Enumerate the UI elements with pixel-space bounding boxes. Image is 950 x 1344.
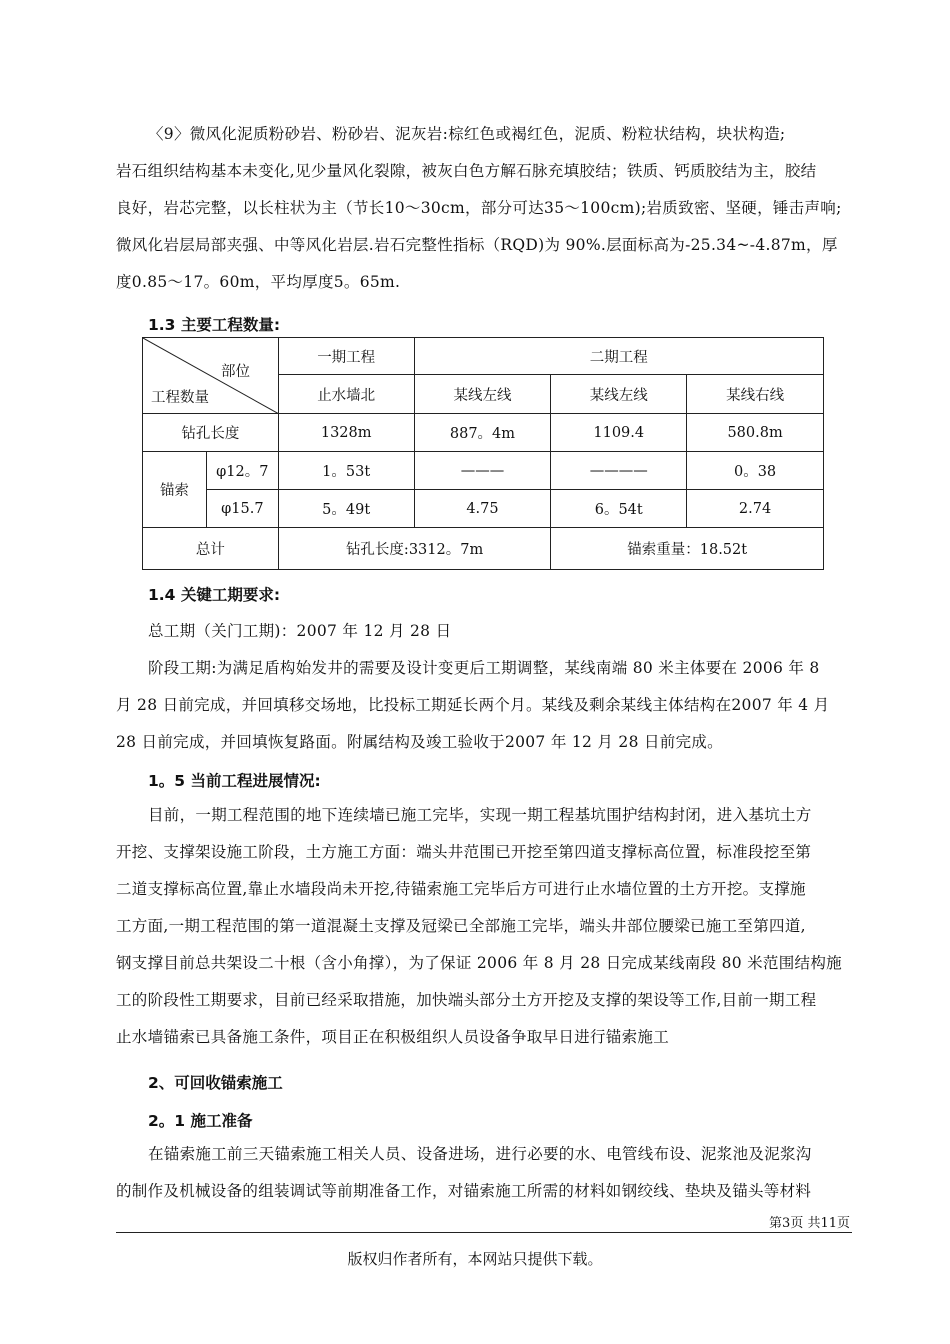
- intro-line: 度0.85～17。60m，平均厚度5。65m.: [116, 273, 401, 291]
- section-1-4-title: 1.4 关键工期要求:: [148, 586, 281, 604]
- table-cell: 887。4m: [414, 414, 551, 452]
- progress-line: 钢支撑目前总共架设二十根（含小角撑），为了保证 2006 年 8 月 28 日完成某线南段 80 米范围结构施: [116, 954, 842, 972]
- table-cell: 580.8m: [687, 414, 824, 452]
- total-drill-cell: 钻孔长度:3312。7m: [278, 528, 551, 570]
- phi-label: φ15.7: [206, 490, 278, 528]
- total-anchor-cell: 锚索重量：18.52t: [551, 528, 824, 570]
- section-2-1-title: 2。1 施工准备: [148, 1112, 253, 1130]
- prep-line: 的制作及机械设备的组装调试等前期准备工作，对锚索施工所需的材料如钢绞线、垫块及锚头等材料: [116, 1182, 812, 1200]
- section-1-5-body: [116, 797, 852, 1056]
- progress-line: 止水墙锚索已具备施工条件，项目正在积极组织人员设备争取早日进行锚索施工: [116, 1028, 670, 1046]
- quantity-table: [142, 337, 824, 570]
- table-cell: 1109.4: [551, 414, 687, 452]
- section-2-title: 2、可回收锚索施工: [148, 1074, 283, 1092]
- footer-divider: [116, 1232, 852, 1233]
- section-1-3-title: 1.3 主要工程数量:: [148, 316, 281, 334]
- col-header: 某线右线: [687, 375, 824, 414]
- anchor-row-label: 锚索: [143, 452, 207, 528]
- table-cell: 6。54t: [551, 490, 687, 528]
- stage-line: 阶段工期:为满足盾构始发井的需要及设计变更后工期调整，某线南端 80 米主体要在 2006 年 8: [148, 659, 820, 677]
- progress-line: 工的阶段性工期要求，目前已经采取措施，加快端头部分土方开挖及支撑的架设等工作,目前一期工程: [116, 991, 817, 1009]
- total-row-label: 总计: [143, 528, 279, 570]
- table-cell: 5。49t: [278, 490, 414, 528]
- col-header: 止水墙北: [278, 375, 414, 414]
- table-cell: ———: [414, 452, 551, 490]
- intro-line: 岩石组织结构基本未变化,见少量风化裂隙，被灰白色方解石脉充填胶结；铁质、钙质胶结为主，胶结: [116, 162, 817, 180]
- phi-label: φ12。7: [206, 452, 278, 490]
- col-header: 某线左线: [414, 375, 551, 414]
- total-duration-line: 总工期（关门工期)：2007 年 12 月 28 日: [148, 622, 452, 640]
- phase1-header: 一期工程: [278, 338, 414, 375]
- table-corner-cell: [143, 338, 279, 414]
- section-1-5-title: 1。5 当前工程进展情况:: [148, 772, 321, 790]
- intro-line: 良好，岩芯完整，以长柱状为主（节长10～30cm，部分可达35～100cm);岩质致密、坚硬，锤击声响;: [116, 199, 842, 217]
- copyright-footer: 版权归作者所有，本网站只提供下载。: [347, 1250, 603, 1268]
- table-cell: ————: [551, 452, 687, 490]
- intro-line: 〈9〉微风化泥质粉砂岩、粉砂岩、泥灰岩:棕红色或褐红色，泥质、粉粒状结构，块状构造;: [148, 125, 786, 143]
- stage-line: 月 28 日前完成，并回填移交场地，比投标工期延长两个月。某线及剩余某线主体结构在2007 年 4 月: [116, 696, 830, 714]
- progress-line: 工方面,一期工程范围的第一道混凝土支撑及冠梁已全部施工完毕，端头井部位腰梁已施工至第四道,: [116, 917, 806, 935]
- table-cell: 1。53t: [278, 452, 414, 490]
- section-1-4-body: [116, 613, 852, 761]
- table-cell: 1328m: [278, 414, 414, 452]
- section-2-1-body: [116, 1136, 852, 1210]
- progress-line: 开挖、支撑架设施工阶段，土方施工方面：端头井范围已开挖至第四道支撑标高位置，标准段挖至第: [116, 843, 812, 861]
- stage-line: 28 日前完成，并回填恢复路面。附属结构及竣工验收于2007 年 12 月 28 日前完成。: [116, 733, 723, 751]
- col-header: 某线左线: [551, 375, 687, 414]
- phase2-header: 二期工程: [414, 338, 823, 375]
- intro-paragraph: [116, 116, 852, 301]
- table-cell: 0。38: [687, 452, 824, 490]
- progress-line: 目前，一期工程范围的地下连续墙已施工完毕，实现一期工程基坑围护结构封闭，进入基坑土方: [148, 806, 812, 824]
- table-cell: 2.74: [687, 490, 824, 528]
- corner-bottom-label: 工程数量: [151, 390, 209, 406]
- progress-line: 二道支撑标高位置,靠止水墙段尚未开挖,待锚索施工完毕后方可进行止水墙位置的土方开挖。支撑施: [116, 880, 806, 898]
- corner-top-label: 部位: [221, 364, 250, 380]
- drill-row-label: 钻孔长度: [143, 414, 279, 452]
- prep-line: 在锚索施工前三天锚索施工相关人员、设备进场，进行必要的水、电管线布设、泥浆池及泥浆沟: [148, 1145, 812, 1163]
- table-cell: 4.75: [414, 490, 551, 528]
- page-number: 第3页 共11页: [769, 1216, 850, 1231]
- intro-line: 微风化岩层局部夹强、中等风化岩层.岩石完整性指标（RQD)为 90%.层面标高为-25.34~-4.87m，厚: [116, 236, 838, 254]
